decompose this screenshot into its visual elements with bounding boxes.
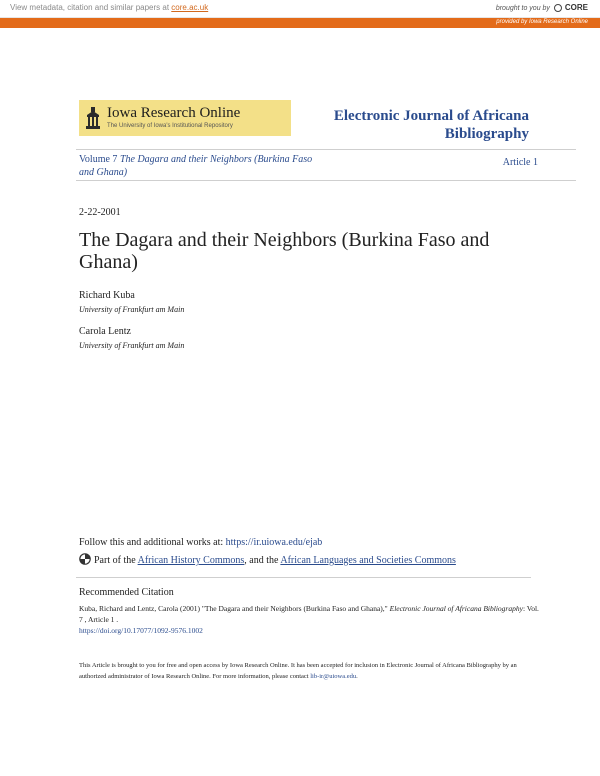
recommended-citation-heading: Recommended Citation [79, 587, 174, 598]
access-statement-text: This Article is brought to you for free and open access by Iowa Research Online. It has been accepted for inclusion in Electronic Journal of Africana Bibliography by an authorized administrator of Iowa Research Online. For more information, please contact [79, 662, 517, 680]
doi-link[interactable]: https://doi.org/10.17077/1092-9576.1002 [79, 626, 203, 635]
access-statement-end: . [356, 673, 358, 680]
core-metadata-text [10, 3, 208, 12]
core-provided-by[interactable]: provided by Iowa Research Online [496, 19, 588, 25]
citation-divider [76, 577, 531, 578]
volume-link[interactable] [79, 153, 319, 179]
core-banner-top [0, 0, 600, 18]
core-banner [0, 0, 600, 28]
core-ac-uk-link[interactable]: core.ac.uk [171, 3, 209, 12]
citation-volume: : Vol. 7 , Article 1 . [79, 604, 539, 624]
author-name: Richard Kuba [79, 290, 135, 301]
core-metadata-label: View metadata, citation and similar papers at [10, 3, 172, 12]
core-brought-by-label: brought to you by [495, 5, 550, 12]
logo-title: Iowa Research Online [107, 105, 241, 121]
core-logo-icon [554, 4, 562, 12]
access-statement [79, 660, 539, 682]
article-title: The Dagara and their Neighbors (Burkina Faso and Ghana) [79, 229, 490, 273]
volume-title: The Dagara and their Neighbors (Burkina Faso and Ghana) [79, 154, 313, 178]
header-divider [76, 149, 576, 150]
part-of-prefix: Part of the [94, 555, 138, 566]
citation-text [79, 603, 539, 636]
author-affiliation: University of Frankfurt am Main [79, 341, 185, 350]
building-icon [85, 106, 101, 130]
article-number-link[interactable]: Article 1 [502, 157, 538, 168]
volume-prefix: Volume 7 [79, 154, 120, 165]
african-languages-commons-link[interactable]: African Languages and Societies Commons [280, 555, 456, 566]
journal-title[interactable]: Electronic Journal of Africana Bibliography [333, 108, 529, 142]
part-of-commons [79, 553, 456, 566]
part-of-middle: , and the [244, 555, 281, 566]
logo-subtitle: The University of Iowa's Institutional Repository [107, 123, 233, 129]
core-brought-by[interactable] [496, 3, 588, 12]
commons-network-icon [79, 553, 91, 565]
publication-date: 2-22-2001 [79, 207, 121, 218]
core-logo: CORE [564, 3, 588, 12]
ejab-link[interactable]: https://ir.uiowa.edu/ejab [225, 537, 323, 548]
follow-works [79, 537, 322, 548]
contact-email-link[interactable]: lib-ir@uiowa.edu [310, 673, 357, 680]
author-name: Carola Lentz [79, 326, 131, 337]
iowa-research-online-logo[interactable] [79, 100, 291, 136]
core-provided-bar [0, 18, 600, 28]
header-divider-bottom [76, 180, 576, 181]
african-history-commons-link[interactable]: African History Commons [137, 555, 245, 566]
author-affiliation: University of Frankfurt am Main [79, 305, 185, 314]
citation-journal: Electronic Journal of Africana Bibliography [389, 604, 523, 613]
follow-label: Follow this and additional works at: [79, 537, 226, 548]
citation-body: Kuba, Richard and Lentz, Carola (2001) "The Dagara and their Neighbors (Burkina Faso and Ghana)," [79, 604, 390, 613]
